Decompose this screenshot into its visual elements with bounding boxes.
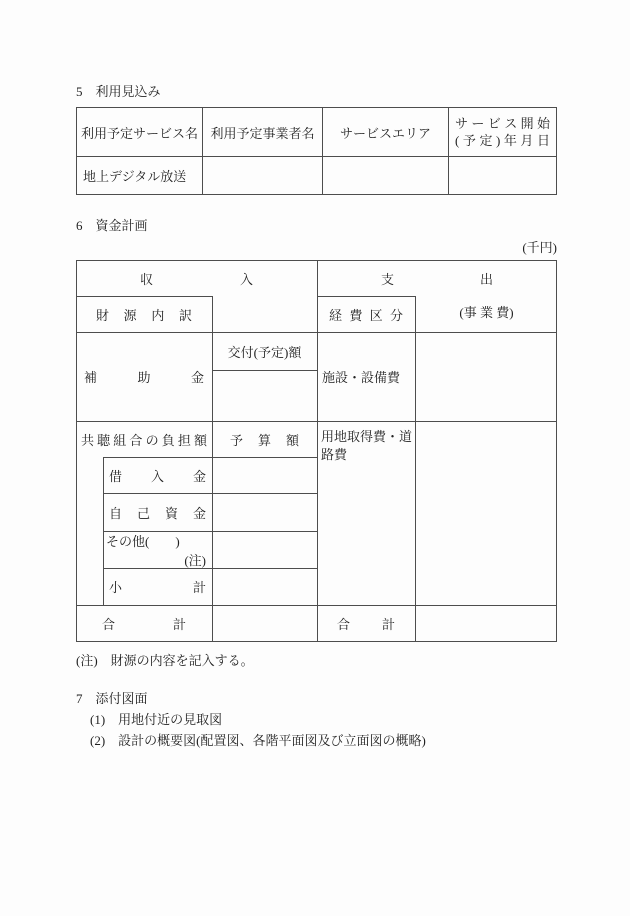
- subsidy-amount-cell: [212, 370, 317, 421]
- section6-heading: 6 資金計画: [76, 218, 148, 233]
- income-breakdown-header: 財源内訳: [96, 307, 192, 323]
- other-amount-cell: [212, 531, 317, 568]
- other-label: その他( ): [106, 533, 180, 549]
- own-funds-label: 自己資金: [109, 505, 206, 521]
- usage-header-start-date: サービス開始 (予定)年月日: [449, 108, 556, 157]
- loan-label: 借入金: [109, 468, 206, 484]
- usage-row-service-name-cell: 地上デジタル放送: [77, 157, 203, 194]
- usage-header-service-area: サービスエリア: [323, 108, 449, 157]
- attachment-item-2: (2) 設計の概要図(配置図、各階平面図及び立面図の概略): [90, 733, 426, 748]
- expense-total-amount-cell: [415, 605, 557, 641]
- line: [76, 641, 557, 642]
- usage-row-area-cell: [323, 157, 449, 194]
- subsidy-label: 補助金: [84, 370, 204, 385]
- section5-heading: 5 利用見込み: [76, 84, 161, 99]
- unit-note: (千円): [522, 240, 557, 255]
- own-funds-amount-cell: [212, 493, 317, 531]
- income-total-amount-cell: [212, 605, 317, 641]
- usage-header-operator-name: 利用予定事業者名: [203, 108, 323, 157]
- land-cost-label: 用地取得費・道路費: [321, 429, 413, 462]
- usage-header-service-name: 利用予定サービス名: [77, 108, 203, 157]
- funding-footnote: (注) 財源の内容を記入する。: [76, 653, 254, 668]
- expense-header: 支出: [381, 272, 493, 287]
- usage-forecast-table: [76, 107, 557, 195]
- subtotal-amount-cell: [212, 568, 317, 605]
- expense-category-header: 経費区分: [329, 307, 403, 323]
- budget-amount-label: 予算額: [230, 432, 299, 448]
- facility-cost-amount-cell: [415, 332, 557, 421]
- expense-total-label: 合計: [337, 616, 395, 632]
- land-cost-amount-cell: [415, 421, 557, 605]
- funding-plan-table: [76, 260, 557, 642]
- attachment-item-1: (1) 用地付近の見取図: [90, 712, 223, 727]
- expense-sub-header: (事 業 費): [459, 304, 514, 320]
- income-header: 収入: [140, 272, 253, 287]
- section7-heading: 7 添付図面: [76, 691, 148, 706]
- subtotal-label: 小計: [109, 580, 206, 595]
- loan-amount-cell: [212, 457, 317, 493]
- usage-row-start-date-cell: [449, 157, 556, 194]
- grant-amount-label: 交付(予定)額: [227, 344, 302, 360]
- usage-row-operator-cell: [203, 157, 323, 194]
- other-label-cell: [103, 531, 212, 568]
- income-total-label: 合計: [102, 616, 186, 632]
- other-note-label: (注): [184, 552, 206, 568]
- association-share-label: 共聴組合の負担額: [81, 432, 207, 448]
- facility-cost-label: 施設・設備費: [322, 370, 401, 385]
